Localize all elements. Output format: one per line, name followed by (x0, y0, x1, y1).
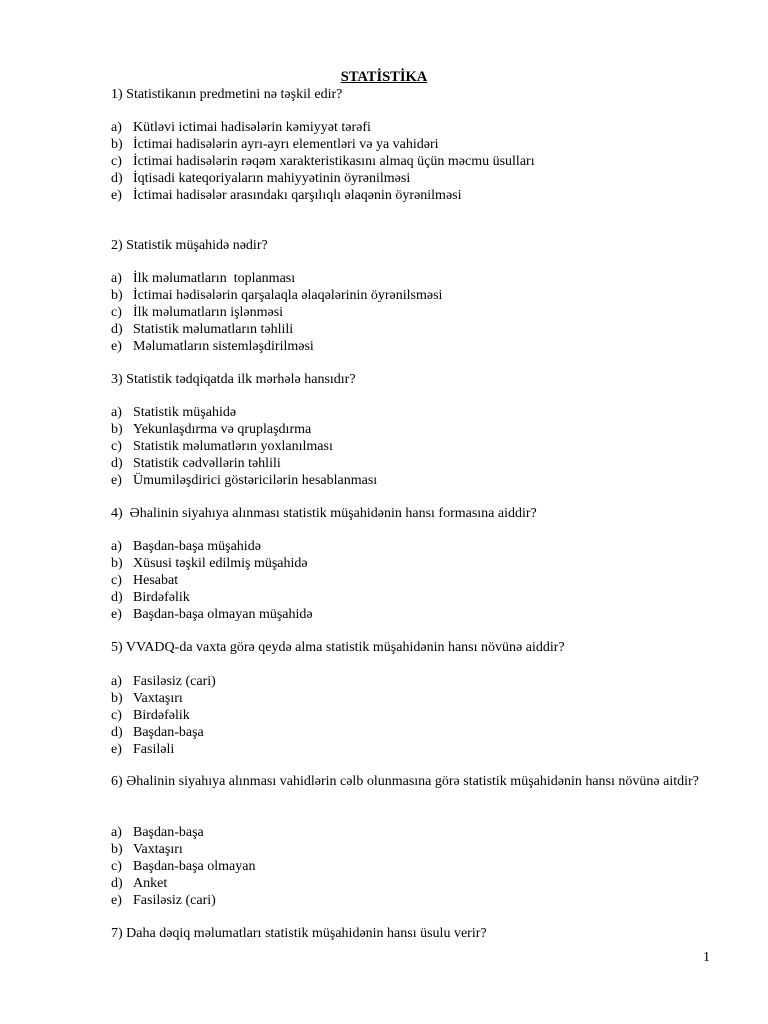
option-2d (111, 321, 711, 338)
question-4-options (111, 538, 711, 623)
question-2-options (111, 270, 711, 355)
option-letter: d) (111, 322, 123, 337)
question-3-options (111, 404, 711, 489)
option-2e (111, 338, 711, 355)
option-letter: b) (111, 691, 123, 706)
option-text: Vaxtaşırı (133, 842, 183, 857)
option-letter: e) (111, 742, 122, 757)
option-text: Yekunlaşdırma və qruplaşdırma (133, 422, 312, 437)
option-letter: e) (111, 188, 122, 203)
option-2b (111, 287, 711, 304)
question-7: 7) Daha dəqiq məlumatları statistik müşahidənin hansı üsulu verir? (111, 926, 487, 941)
option-3c (111, 438, 711, 455)
option-text: Kütləvi ictimai hadisələrin kəmiyyət tərəfi (133, 120, 371, 135)
option-text: Hesabat (133, 573, 179, 588)
page-title: STATİSTİKA (340, 69, 428, 85)
question-4: 4) Əhalinin siyahıya alınması statistik müşahidənin hansı formasına aiddir? (111, 506, 537, 521)
option-text: İctimai hədisələrin qarşalaqla əlaqələrinin öyrənilsməsi (133, 288, 443, 303)
option-letter: e) (111, 339, 122, 354)
option-1b (111, 136, 711, 153)
option-letter: d) (111, 876, 123, 891)
option-letter: d) (111, 171, 123, 186)
option-letter: b) (111, 842, 123, 857)
question-3: 3) Statistik tədqiqatda ilk mərhələ hansıdır? (111, 372, 356, 387)
option-4b (111, 555, 711, 572)
option-5a (111, 673, 711, 690)
option-5e (111, 741, 711, 758)
option-4a (111, 538, 711, 555)
option-3b (111, 421, 711, 438)
option-letter: e) (111, 607, 122, 622)
option-4c (111, 572, 711, 589)
option-3d (111, 455, 711, 472)
option-6e (111, 892, 711, 909)
option-letter: b) (111, 137, 123, 152)
page-number: 1 (703, 950, 710, 965)
option-letter: a) (111, 674, 122, 689)
option-6a (111, 824, 711, 841)
option-text: Başdan-başa olmayan müşahidə (133, 607, 313, 622)
question-1-options (111, 119, 711, 204)
question-1: 1) Statistikanın predmetini nə təşkil edir? (111, 87, 343, 102)
option-6d (111, 875, 711, 892)
question-5: 5) VVADQ-da vaxta görə qeydə alma statistik müşahidənin hansı növünə aiddir? (111, 640, 565, 655)
option-text: Başdan-başa (133, 725, 204, 740)
question-6-options (111, 824, 711, 909)
option-letter: c) (111, 859, 122, 874)
option-1d (111, 170, 711, 187)
option-5c (111, 707, 711, 724)
option-4d (111, 589, 711, 606)
option-text: Statistik məlumatlərın yoxlanılması (133, 439, 333, 454)
option-3a (111, 404, 711, 421)
option-text: Fasiləsiz (cari) (133, 893, 216, 908)
option-text: İlk məlumatların işlənməsi (133, 305, 284, 320)
option-text: Başdan-başa olmayan (133, 859, 256, 874)
option-1e (111, 187, 711, 204)
option-text: Fasiləli (133, 742, 175, 757)
option-letter: c) (111, 439, 122, 454)
option-5b (111, 690, 711, 707)
option-text: İlk məlumatların toplanması (133, 271, 296, 286)
option-letter: c) (111, 154, 122, 169)
option-letter: a) (111, 405, 122, 420)
option-text: İctimai hadisələrin ayrı-ayrı elementləri və ya vahidəri (133, 137, 439, 152)
option-text: Statistik məlumatların təhlili (133, 322, 294, 337)
option-text: Başdan-başa (133, 825, 204, 840)
option-letter: a) (111, 539, 122, 554)
option-text: Xüsusi təşkil edilmiş müşahidə (133, 556, 308, 571)
option-text: Statistik cədvəllərin təhlili (133, 456, 281, 471)
option-5d (111, 724, 711, 741)
option-4e (111, 606, 711, 623)
option-text: Fasiləsiz (cari) (133, 674, 216, 689)
option-text: Məlumatların sistemləşdirilməsi (133, 339, 314, 354)
option-3e (111, 472, 711, 489)
option-letter: a) (111, 271, 122, 286)
option-letter: b) (111, 288, 123, 303)
option-2a (111, 270, 711, 287)
option-text: İqtisadi kateqoriyaların mahiyyətinin öyrənilməsi (133, 171, 411, 186)
option-text: Birdəfəlik (133, 590, 190, 605)
option-letter: e) (111, 473, 122, 488)
question-5-options (111, 673, 711, 758)
option-6c (111, 858, 711, 875)
option-letter: d) (111, 456, 123, 471)
option-letter: c) (111, 708, 122, 723)
option-letter: d) (111, 725, 123, 740)
option-letter: b) (111, 556, 123, 571)
option-text: Ümumiləşdirici göstəricilərin hesablanması (133, 473, 378, 488)
option-1c (111, 153, 711, 170)
option-text: Başdan-başa müşahidə (133, 539, 261, 554)
option-text: Statistik müşahidə (133, 405, 237, 420)
option-text: Birdəfəlik (133, 708, 190, 723)
option-letter: a) (111, 825, 122, 840)
question-6: 6) Əhalinin siyahıya alınması vahidlərin cəlb olunmasına görə statistik müşahidənin hansı növünə aitdir? (111, 774, 699, 789)
option-letter: c) (111, 305, 122, 320)
option-text: Vaxtaşırı (133, 691, 183, 706)
option-letter: b) (111, 422, 123, 437)
option-text: Anket (133, 876, 168, 891)
option-letter: c) (111, 573, 122, 588)
option-letter: d) (111, 590, 123, 605)
option-2c (111, 304, 711, 321)
option-text: İctimai hadisələr arasındakı qarşılıqlı əlaqənin öyrənilməsi (133, 188, 462, 203)
option-text: İctimai hadisələrin rəqəm xarakteristikasını almaq üçün məcmu üsulları (133, 154, 535, 169)
option-1a (111, 119, 711, 136)
option-letter: a) (111, 120, 122, 135)
question-2: 2) Statistik müşahidə nədir? (111, 238, 268, 253)
option-6b (111, 841, 711, 858)
option-letter: e) (111, 893, 122, 908)
